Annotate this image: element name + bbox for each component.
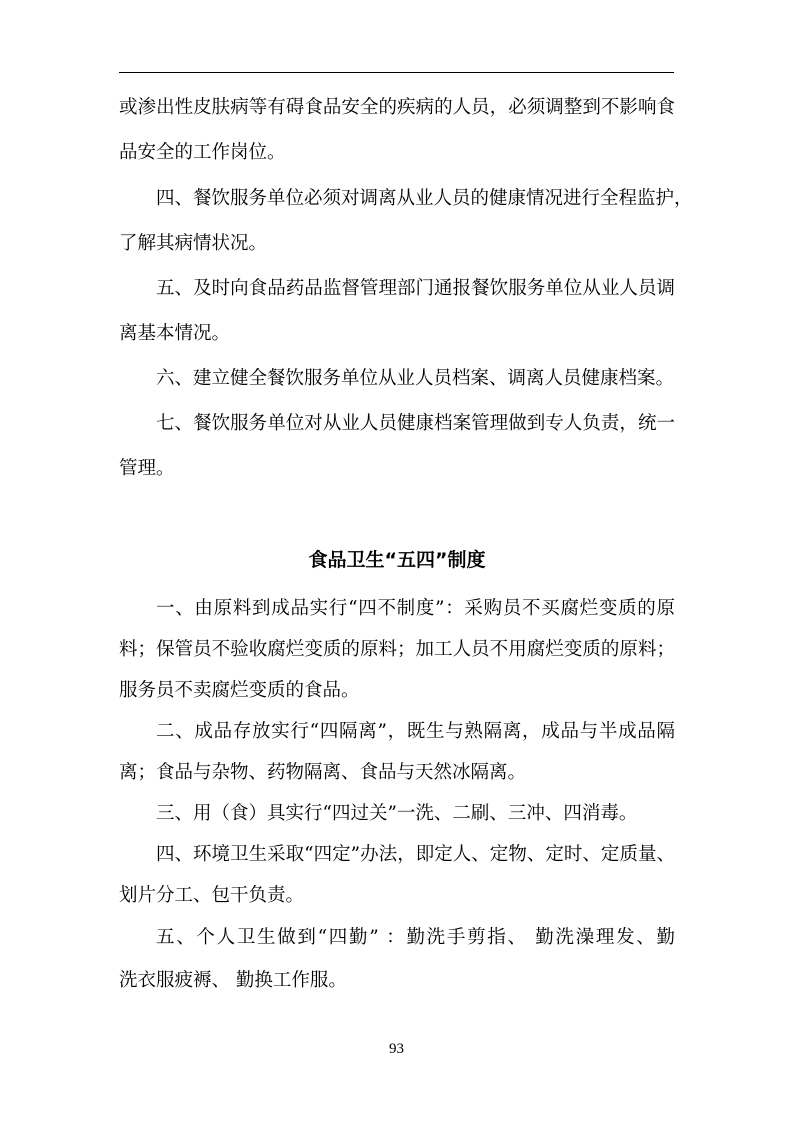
paragraph-line: 四、环境卫生采取“四定”办法，即定人、定物、定时、定质量、	[156, 844, 675, 865]
paragraph-line: 离基本情况。	[119, 323, 231, 344]
section-title: 食品卫生“五四”制度	[308, 549, 486, 571]
header-rule	[119, 72, 674, 73]
paragraph-line: 了解其病情状况。	[119, 233, 268, 254]
paragraph-line: 或渗出性皮肤病等有碍食品安全的疾病的人员，必须调整到不影响食	[119, 97, 675, 118]
paragraph-line: 三、用（食）具实行“四过关”一洗、二刷、三冲、四消毒。	[156, 803, 638, 824]
paragraph-line: 离；食品与杂物、药物隔离、食品与天然冰隔离。	[119, 762, 527, 783]
paragraph-line: 划片分工、包干负责。	[119, 885, 305, 906]
paragraph-line: 六、建立健全餐饮服务单位从业人员档案、调离人员健康档案。	[156, 368, 675, 389]
paragraph-line: 管理。	[119, 458, 175, 479]
paragraph-line: 四、餐饮服务单位必须对调离从业人员的健康情况进行全程监护，	[156, 188, 693, 209]
paragraph-line: 一、由原料到成品实行“四不制度”：采购员不买腐烂变质的原	[156, 598, 675, 619]
page-number: 93	[389, 1041, 404, 1057]
paragraph-line: 洗衣服疲褥、 勤换工作服。	[119, 970, 347, 991]
paragraph-line: 料；保管员不验收腐烂变质的原料；加工人员不用腐烂变质的原料；	[119, 639, 675, 660]
paragraph-line: 品安全的工作岗位。	[119, 142, 286, 163]
paragraph-line: 七、餐饮服务单位对从业人员健康档案管理做到专人负责，统一	[156, 413, 675, 434]
paragraph-line: 二、成品存放实行“四隔离”，既生与熟隔离，成品与半成品隔	[156, 721, 675, 742]
paragraph-line: 服务员不卖腐烂变质的食品。	[119, 680, 360, 701]
paragraph-line: 五、个人卫生做到“四勤” ：勤洗手剪指、 勤洗澡理发、勤	[156, 927, 675, 948]
paragraph-line: 五、及时向食品药品监督管理部门通报餐饮服务单位从业人员调	[156, 278, 675, 299]
